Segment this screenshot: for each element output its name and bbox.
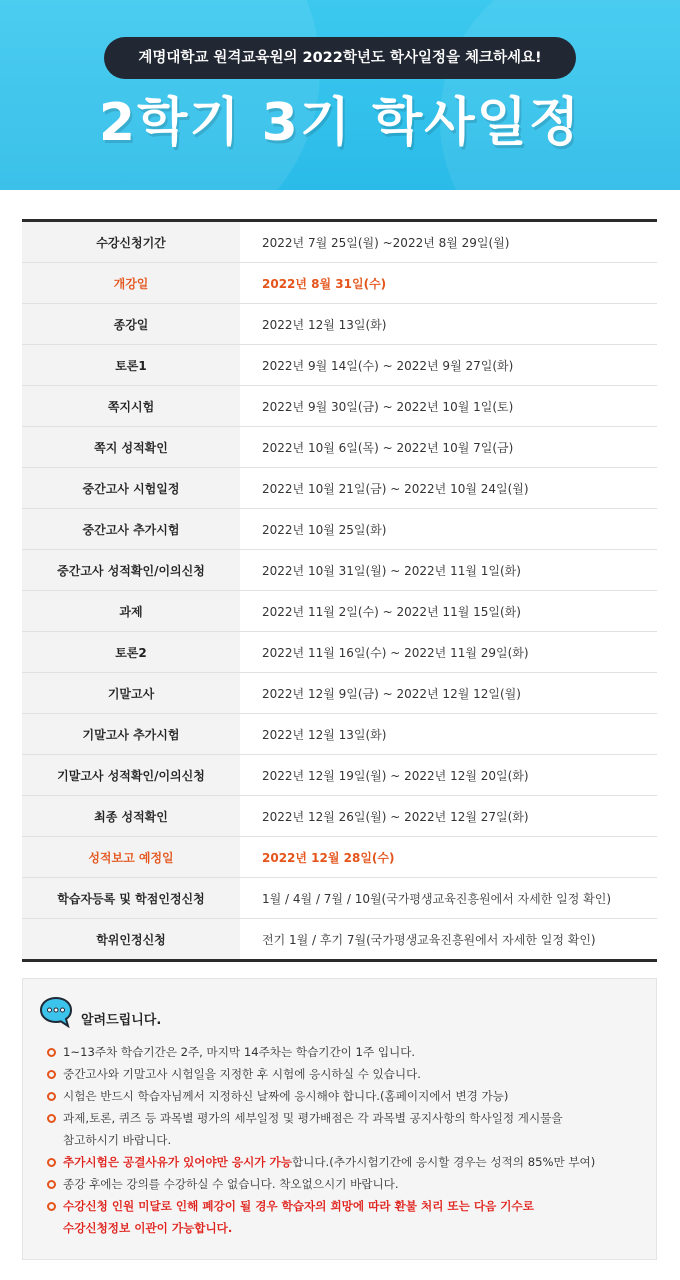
table-row [22,673,657,714]
list-item: 과제,토론, 퀴즈 등 과목별 평가의 세부일정 및 평가배점은 각 과목별 공지사항의 학사일정 게시물을 참고하시기 바랍니다. [47,1107,647,1151]
row-label: 기말고사 추가시험 [22,714,240,755]
table-row [22,427,657,468]
notice-box [22,978,657,1260]
row-label: 최종 성적확인 [22,796,240,837]
table-row [22,386,657,427]
row-value: 2022년 8월 31일(수) [240,263,657,304]
list-item: 추가시험은 공결사유가 있어야만 응시가 가능합니다.(추가시험기간에 응시할 경우는 성적의 85%만 부여) [47,1151,647,1173]
row-label: 개강일 [22,263,240,304]
tagline-pill: 계명대학교 원격교육원의 2022학년도 학사일정을 체크하세요! [104,37,576,79]
row-value: 2022년 7월 25일(월) ~2022년 8월 29일(월) [240,221,657,263]
bullet-icon [47,1158,56,1167]
list-item: 종강 후에는 강의를 수강하실 수 없습니다. 착오없으시기 바랍니다. [47,1173,647,1195]
list-item [47,1195,647,1239]
table-row [22,796,657,837]
row-value: 2022년 12월 9일(금) ~ 2022년 12월 12일(월) [240,673,657,714]
row-value: 2022년 11월 16일(수) ~ 2022년 11월 29일(화) [240,632,657,673]
row-value: 2022년 11월 2일(수) ~ 2022년 11월 15일(화) [240,591,657,632]
list-item: 1~13주차 학습기간은 2주, 마지막 14주차는 학습기간이 1주 입니다. [47,1041,647,1063]
row-label: 기말고사 [22,673,240,714]
list-item: 중간고사와 기말고사 시험일을 지정한 후 시험에 응시하실 수 있습니다. [47,1063,647,1085]
schedule-table [22,219,657,962]
row-value: 2022년 12월 28일(수) [240,837,657,878]
row-value: 2022년 9월 14일(수) ~ 2022년 9월 27일(화) [240,345,657,386]
row-label: 토론2 [22,632,240,673]
row-label: 중간고사 시험일정 [22,468,240,509]
row-value: 1월 / 4월 / 7월 / 10월(국가평생교육진흥원에서 자세한 일정 확인) [240,878,657,919]
emphasis-text: 수강신청 인원 미달로 인해 폐강이 될 경우 학습자의 희망에 따라 환불 처리 또는 다음 기수로 [63,1199,534,1213]
row-label: 중간고사 성적확인/이의신청 [22,550,240,591]
row-value: 전기 1월 / 후기 7월(국가평생교육진흥원에서 자세한 일정 확인) [262,932,596,947]
row-value: 2022년 10월 31일(월) ~ 2022년 11월 1일(화) [240,550,657,591]
row-label: 수강신청기간 [22,221,240,263]
table-row [22,345,657,386]
table-row-highlight [22,263,657,304]
table-row [22,632,657,673]
bullet-icon [47,1092,56,1101]
notice-list [47,1041,647,1239]
bullet-icon [47,1114,56,1123]
row-value: 2022년 12월 13일(화) [240,304,657,345]
bullet-icon [47,1202,56,1211]
row-value: 2022년 9월 30일(금) ~ 2022년 10월 1일(토) [240,386,657,427]
table-row [22,468,657,509]
table-row [22,755,657,796]
bullet-icon [47,1180,56,1189]
row-value: 2022년 10월 6일(목) ~ 2022년 10월 7일(금) [240,427,657,468]
table-row [22,221,657,263]
table-row [22,919,657,961]
row-label: 과제 [22,591,240,632]
content-card [0,190,680,1280]
emphasis-text: 수강신청정보 이관이 가능합니다. [63,1221,233,1235]
row-value: 2022년 10월 21일(금) ~ 2022년 10월 24일(월) [240,468,657,509]
notice-title: 알려드립니다. [81,1013,162,1028]
row-value: 2022년 12월 26일(월) ~ 2022년 12월 27일(화) [240,796,657,837]
speech-bubble-icon [39,996,73,1028]
row-label: 학습자등록 및 학점인정신청 [22,878,240,919]
row-value: 2022년 12월 13일(화) [240,714,657,755]
row-label: 학위인정신청 [22,919,240,961]
row-label: 중간고사 추가시험 [22,509,240,550]
bullet-icon [47,1048,56,1057]
row-label: 쪽지시험 [22,386,240,427]
table-row-highlight [22,837,657,878]
row-label: 쪽지 성적확인 [22,427,240,468]
table-row [22,304,657,345]
emphasis-text: 추가시험은 공결사유가 있어야만 응시가 가능 [63,1155,292,1169]
row-value: 2022년 10월 25일(화) [240,509,657,550]
table-row [22,550,657,591]
row-value: 2022년 12월 19일(월) ~ 2022년 12월 20일(화) [240,755,657,796]
table-row [22,591,657,632]
table-row [22,509,657,550]
table-row [22,714,657,755]
page-title: 2학기 3기 학사일정 [98,93,582,153]
row-label: 종강일 [22,304,240,345]
bullet-icon [47,1070,56,1079]
row-label: 토론1 [22,345,240,386]
row-label: 기말고사 성적확인/이의신청 [22,755,240,796]
row-label: 성적보고 예정일 [22,837,240,878]
table-row [22,878,657,919]
header-banner [0,0,680,190]
list-item: 시험은 반드시 학습자님께서 지정하신 날짜에 응시해야 합니다.(홈페이지에서 변경 가능) [47,1085,647,1107]
